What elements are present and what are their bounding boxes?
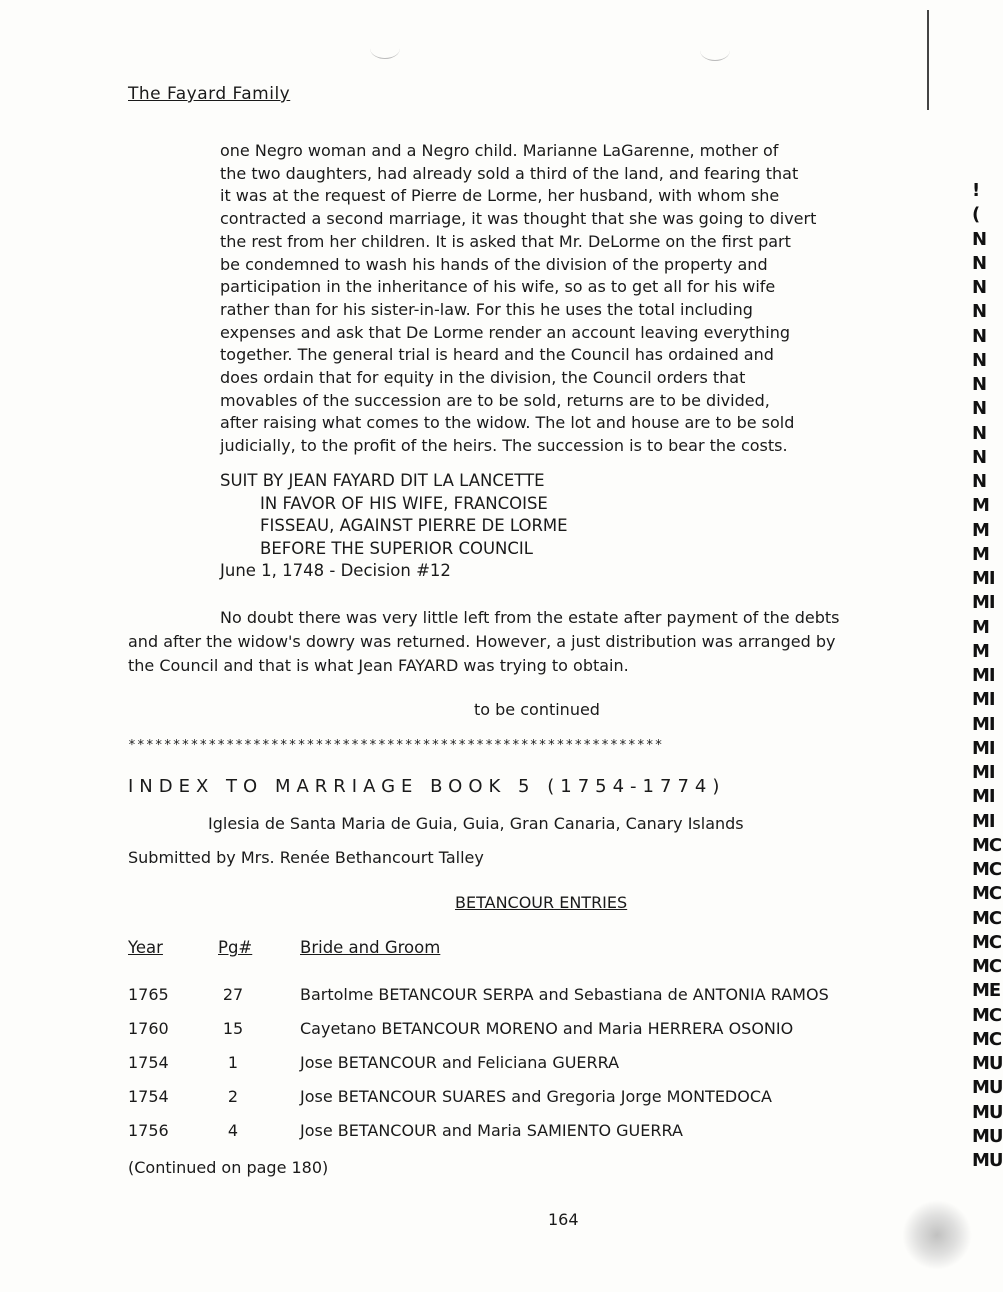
row-page: 27 <box>222 985 244 1004</box>
suit-heading <box>220 470 568 583</box>
text-line: be condemned to wash his hands of the division of the property and <box>220 254 768 274</box>
binding-edge-mark <box>927 10 929 110</box>
margin-fragment: N <box>972 422 987 444</box>
row-page: 4 <box>227 1121 239 1140</box>
margin-fragment: MC <box>972 956 1002 977</box>
margin-fragment: MC <box>972 1004 1002 1026</box>
margin-fragment: N <box>972 325 987 347</box>
margin-fragment: N <box>972 446 987 468</box>
margin-fragment: MC <box>972 883 1002 905</box>
margin-fragment: MC <box>972 859 1002 880</box>
margin-fragment: MI <box>972 665 995 686</box>
row-year: 1760 <box>128 1019 169 1038</box>
row-names: Jose BETANCOUR SUARES and Gregoria Jorge MONTEDOCA <box>300 1087 772 1106</box>
margin-fragment: MI <box>972 689 995 711</box>
margin-fragment: MC <box>972 1028 1002 1050</box>
scan-smudge <box>902 1200 972 1270</box>
text-line: rather than for his sister-in-law. For this he uses the total including <box>220 299 753 319</box>
text-line: No doubt there was very little left from the estate after payment of the debts <box>220 608 840 627</box>
suit-date-line: June 1, 1748 - Decision #12 <box>220 561 451 581</box>
column-header-page: Pg# <box>218 938 253 957</box>
text-line: after raising what comes to the widow. The lot and house are to be sold <box>220 413 795 433</box>
margin-fragment: MI <box>972 810 995 832</box>
text-line: contracted a second marriage, it was thought that she was going to divert <box>220 209 817 229</box>
suit-line: SUIT BY JEAN FAYARD DIT LA LANCETTE <box>220 471 545 490</box>
margin-fragment: MC <box>972 834 1002 856</box>
running-head: The Fayard Family <box>128 84 291 104</box>
margin-fragment: MI <box>972 568 995 589</box>
column-header-year: Year <box>128 938 163 957</box>
text-line: together. The general trial is heard and the Council has ordained and <box>220 345 774 365</box>
margin-fragment: MC <box>972 931 1002 953</box>
margin-fragment: MU <box>972 1101 1003 1123</box>
margin-fragment: MI <box>972 713 995 735</box>
margin-fragment: ( <box>972 204 980 226</box>
row-page: 2 <box>227 1087 239 1106</box>
star-separator: ************************************************************ <box>128 738 664 753</box>
margin-fragment: N <box>972 374 987 395</box>
margin-fragment: ! <box>972 180 980 201</box>
text-line: the two daughters, had already sold a third of the land, and fearing that <box>220 163 799 183</box>
margin-fragment: M <box>972 543 989 565</box>
row-names: Bartolme BETANCOUR SERPA and Sebastiana de ANTONIA RAMOS <box>300 985 829 1004</box>
column-header-names: Bride and Groom <box>300 938 441 957</box>
row-names: Jose BETANCOUR and Maria SAMIENTO GUERRA <box>300 1121 683 1140</box>
church-line: Iglesia de Santa Maria de Guia, Guia, Gran Canaria, Canary Islands <box>208 814 744 833</box>
row-year: 1754 <box>128 1087 169 1106</box>
margin-fragment: MI <box>972 786 995 808</box>
margin-fragment: MU <box>972 1150 1003 1171</box>
margin-fragment: M <box>972 616 989 638</box>
suit-line: BEFORE THE SUPERIOR COUNCIL <box>260 538 533 558</box>
text-line: it was at the request of Pierre de Lorme, her husband, with whom she <box>220 186 780 206</box>
margin-fragment: N <box>972 252 987 274</box>
index-title: INDEX TO MARRIAGE BOOK 5 (1754-1774) <box>128 776 726 797</box>
submitted-by: Submitted by Mrs. Renée Bethancourt Talley <box>128 848 484 867</box>
text-line: one Negro woman and a Negro child. Marianne LaGarenne, mother of <box>220 141 779 160</box>
margin-fragment: MU <box>972 1053 1003 1074</box>
margin-fragment: N <box>972 301 987 323</box>
text-line: movables of the succession are to be sold, returns are to be divided, <box>220 390 770 410</box>
entries-title: BETANCOUR ENTRIES <box>455 893 628 912</box>
to-be-continued: to be continued <box>474 700 600 719</box>
suit-line: IN FAVOR OF HIS WIFE, FRANCOISE <box>260 493 548 513</box>
margin-fragment: M <box>972 519 989 541</box>
row-page: 15 <box>222 1019 244 1038</box>
row-names: Jose BETANCOUR and Feliciana GUERRA <box>300 1053 620 1072</box>
margin-fragment: MU <box>972 1125 1003 1147</box>
row-year: 1756 <box>128 1121 169 1140</box>
text-line: the Council and that is what Jean FAYARD was trying to obtain. <box>128 656 629 675</box>
paragraph-two <box>128 606 888 678</box>
margin-fragment: N <box>972 349 987 371</box>
row-year: 1765 <box>128 985 169 1004</box>
row-names: Cayetano BETANCOUR MORENO and Maria HERRERA OSONIO <box>300 1019 794 1038</box>
margin-fragment: MU <box>972 1077 1003 1099</box>
row-year: 1754 <box>128 1053 169 1072</box>
suit-line: FISSEAU, AGAINST PIERRE DE LORME <box>260 516 568 536</box>
margin-fragment: N <box>972 277 987 298</box>
text-line: expenses and ask that De Lorme render an account leaving everything <box>220 322 790 342</box>
scan-smudge <box>700 40 730 61</box>
margin-fragment: N <box>972 398 987 420</box>
page-number: 164 <box>548 1210 579 1229</box>
text-line: the rest from her children. It is asked that Mr. DeLorme on the first part <box>220 231 791 251</box>
margin-fragment: MI <box>972 592 995 614</box>
text-line: does ordain that for equity in the division, the Council orders that <box>220 368 746 388</box>
margin-fragment: N <box>972 228 987 250</box>
text-line: and after the widow's dowry was returned. However, a just distribution was arranged by <box>128 632 836 651</box>
margin-fragment: MI <box>972 762 995 783</box>
margin-fragment: M <box>972 495 989 517</box>
margin-fragment: N <box>972 471 987 492</box>
margin-fragment: MC <box>972 907 1002 929</box>
paragraph-one <box>220 140 860 458</box>
continued-on-note: (Continued on page 180) <box>128 1158 329 1177</box>
margin-fragment: MI <box>972 737 995 759</box>
margin-fragment: M <box>972 640 989 662</box>
row-page: 1 <box>227 1053 239 1072</box>
text-line: judicially, to the profit of the heirs. The succession is to bear the costs. <box>220 436 788 456</box>
scan-smudge <box>370 38 400 59</box>
text-line: participation in the inheritance of his wife, so as to get all for his wife <box>220 277 776 297</box>
margin-fragment: ME <box>972 980 1001 1002</box>
